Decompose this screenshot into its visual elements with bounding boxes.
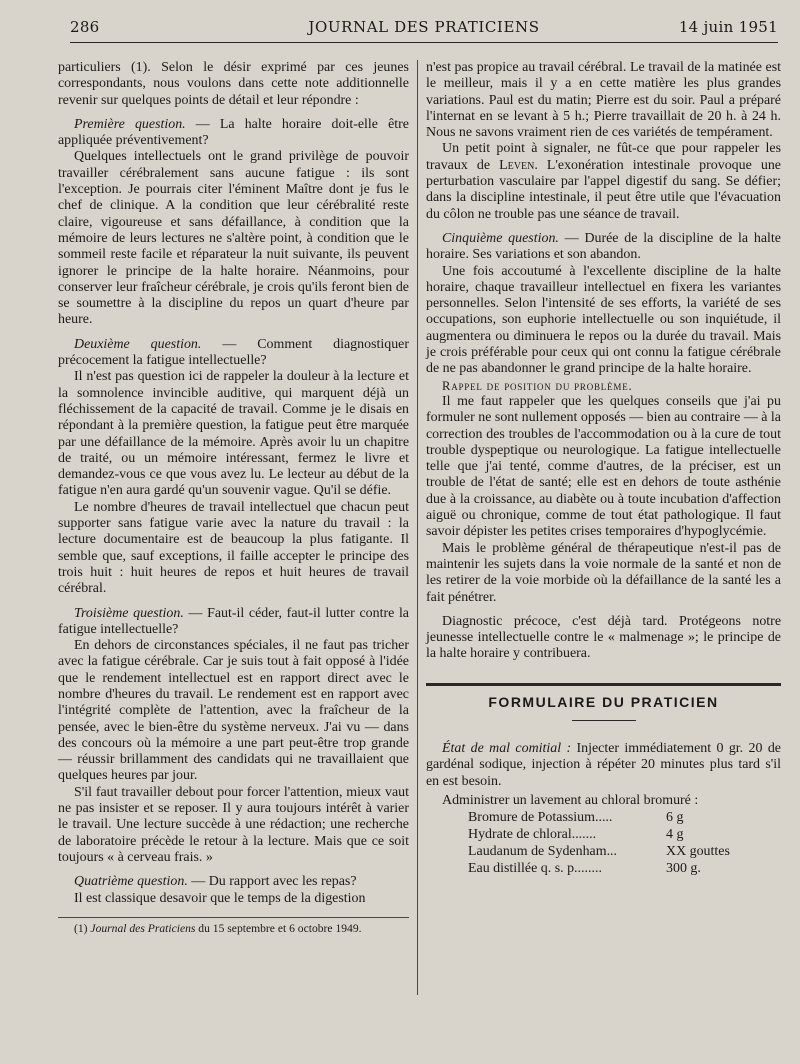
question-text: — Comment diagnostiquer précocement la fatigue intellectuelle? <box>58 336 410 369</box>
author-name: Leven <box>499 157 535 173</box>
question-label: Quatrième question. <box>74 874 188 890</box>
right-column <box>426 60 781 877</box>
paragraph: particuliers (1). Selon le désir exprimé par ces jeunes correspondants, nous voulons dans cette note additionnelle revenir sur quelques points de détail et leur répondre : <box>58 60 409 108</box>
ingredient: Laudanum de Sydenham... <box>468 844 618 860</box>
footnote <box>58 922 409 936</box>
recipe-row <box>468 809 768 826</box>
paragraph: Une fois accoutumé à l'excellente discipline de la halte horaire, chaque travailleur intellectuel en fixera les variantes personnelles. Selon l'intensité de ses efforts, la variété de ses occupations, son euphorie intellectuelle ou son inquiétude, il augmentera ou diminuera le repos ou la durée du travail. Mais je crois préférable pour ceux qui ont connu la fatigue cérébrale de ne pas abandonner le grand principe de la halte horaire. <box>426 263 781 377</box>
paragraph: Administrer un lavement au chloral bromuré : <box>442 792 699 808</box>
footnote-text: du 15 septembre et 6 octobre 1949. <box>195 921 362 935</box>
recipe-row <box>468 826 768 843</box>
recipe-row <box>468 860 768 877</box>
question-label: Première question. <box>74 116 186 132</box>
paragraph: S'il faut travailler debout pour forcer l'attention, mieux vaut ne pas insister et se reposer. Il y aura toujours intérêt à varier le travail. Une lecture succède à une rédaction; une recherche de laboratoire précède le retour à la lecture. Mais que ce soit toujours « à cerveau frais. » <box>58 784 409 865</box>
issue-date: 14 juin 1951 <box>678 18 778 36</box>
title-underline <box>572 720 636 721</box>
paragraph: Il me faut rappeler que les quelques conseils que j'ai pu formuler ne sont nullement opposés — bien au contraire — à la correction des troubles de l'accommodation ou à la cure de tout trouble dyspeptique ou neurologique. La fatigue intellectuelle telle que j'ai tenté, comme d'autres, de la préciser, est un trouble de l'état de santé; elle est en dehors de toute asthénie due à la croissance, au diabète ou à toute incubation d'affection aiguë ou chronique, comme de tout état pathologique. Il faut savoir dépister les petites crises temporaires d'hypoglycémie. <box>426 393 781 540</box>
footnote-divider <box>58 917 409 918</box>
question-1 <box>58 117 409 150</box>
paragraph: Il n'est pas question ici de rappeler la douleur à la lecture et la somnolence invincible auditive, qui marquent déjà un fléchissement de la capacité de travail. Comme je le disais en répondant à la première question, la fatigue peut être marquée par une défaillance de la mémoire. Après avoir lu un chapitre de traité, ou un mémoire intéressant, fermez le livre et demandez-vous ce que vous avez lu. Le lecteur au début de la fatigue n'en aura gardé qu'un souvenir vague. Qu'il se défie. <box>58 369 409 499</box>
question-2 <box>58 337 409 370</box>
paragraph: Quelques intellectuels ont le grand privilège de pouvoir travailler cérébralement sans aucune fatigue : ils sont l'exception. Je pourrais citer l'éminent Maître dont je fus le chef de clinique. A la condition que leur cérébralité reste claire, vigoureuse et sans défaillance, à condition que la mémoire de leurs lectures ne s'altère point, à condition que le sommeil reste facile et réparateur la nuit suivante, ils peuvent ignorer le principe de la halte horaire. Néanmoins, pour conserver leur fraîcheur cérébrale, je crois qu'ils feront bien de se soumettre à la discipline du repos un quart d'heure par heure. <box>58 149 409 328</box>
paragraph: Diagnostic précoce, c'est déjà tard. Protégeons notre jeunesse intellectuelle contre le « malmenage »; le principe de la halte horaire y contribuera. <box>426 613 781 662</box>
question-text: — Faut-il céder, faut-il lutter contre la fatigue intellectuelle? <box>58 605 409 637</box>
question-text: — Du rapport avec les repas? <box>187 874 357 890</box>
question-label: Troisième question. <box>74 605 184 621</box>
ingredient: Bromure de Potassium..... <box>468 810 613 826</box>
question-text: — Durée de la discipline de la halte horaire. Ses variations et son abandon. <box>426 230 781 263</box>
ingredient: Eau distillée q. s. p........ <box>468 861 602 877</box>
paragraph: En dehors de circonstances spéciales, il ne faut pas tricher avec la fatigue cérébrale. Car je suis tout à fait opposé à l'idée que le rendement intellectuel est en rapport direct avec le nombre d'heures du travail. Le rendement est en rapport avec l'intégrité complète de l'attention, avec la fraîcheur de la pensée, avec le bien-être du système nerveux. J'ai vu — dans des concours où la mémoire a une part peut-être trop grande — réussir brillamment des candidats qui ne travaillaient que quelques heures par jour. <box>58 638 409 784</box>
question-text: — La halte horaire doit-elle être appliquée préventivement? <box>58 116 409 149</box>
journal-title: JOURNAL DES PRATICIENS <box>308 18 540 36</box>
paragraph-text: . L'exonération intestinale provoque une perturbation vasculaire par l'appel digestif du sang. Se défier; dans la discipline intestinale, il peut être utile que l'évacuation du côlon ne trouble pas une séance de travail. <box>426 157 781 222</box>
condition-label: État de mal comitial : <box>442 740 572 756</box>
paragraph: n'est pas propice au travail cérébral. Le travail de la matinée est le meilleur, mais il y a en cette matière les plus grandes variations. Paul est du matin; Pierre est du soir. Paul a préparé l'internat en se levant à 5 h.; Pierre travaillait de 20 h. à 24 h. Nous ne savons vraiment rien de ces variétés de tempérament. <box>426 60 781 141</box>
question-5 <box>426 231 781 264</box>
dose: 4 g <box>666 827 684 843</box>
prescription-intro <box>426 741 781 790</box>
page-header <box>70 16 778 43</box>
dose: XX gouttes <box>666 844 730 860</box>
section-heading: Rappel de position du problème. <box>442 378 633 393</box>
paragraph-text: Un petit point à signaler, ne fût-ce que pour rappeler les travaux de <box>426 141 781 173</box>
recipe-row <box>468 843 768 860</box>
formulaire-title: FORMULAIRE DU PRATICIEN <box>488 693 719 710</box>
condition-text: Injecter immédiatement 0 gr. 20 de gardénal sodique, injection à répéter 20 minutes plus tard s'il en est besoin. <box>426 740 781 789</box>
question-4 <box>58 874 409 890</box>
footnote-number: (1) <box>74 921 91 935</box>
page-number: 286 <box>70 18 100 36</box>
footnote-journal: Journal des Praticiens <box>90 921 196 935</box>
question-3 <box>58 606 409 639</box>
question-label: Cinquième question. <box>442 230 559 246</box>
dose: 6 g <box>666 810 684 826</box>
question-label: Deuxième question. <box>74 336 202 352</box>
section-divider <box>426 683 781 686</box>
paragraph: Il est classique desavoir que le temps de la digestion <box>74 890 366 906</box>
paragraph: Le nombre d'heures de travail intellectuel que chacun peut supporter sans fatigue varie avec la nature du travail : la lecture documentaire est de beaucoup la plus fatigante. Il semble que, sauf exceptions, il faille accepter le principe des trois huit : huit heures de repos et huit heures de travail cérébral. <box>58 499 409 597</box>
column-divider <box>417 60 418 995</box>
left-column <box>58 60 409 936</box>
ingredient: Hydrate de chloral....... <box>468 827 597 843</box>
paragraph: Mais le problème général de thérapeutique n'est-il pas de maintenir les sujets dans la voie normale de la santé et non de les retirer de la voie morbide où la défaillance de la santé les a fait pénétrer. <box>426 540 781 605</box>
recipe-list <box>468 809 768 877</box>
paragraph <box>426 141 781 222</box>
dose: 300 g. <box>666 861 701 877</box>
